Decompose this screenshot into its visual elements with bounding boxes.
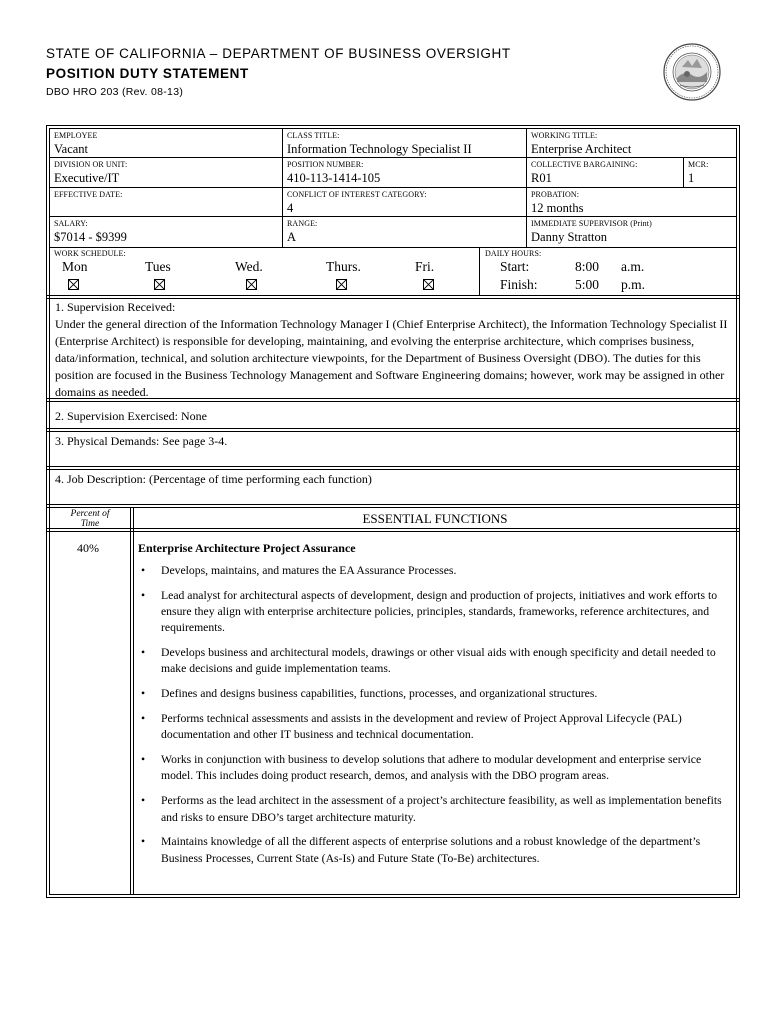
bullet-text: Lead analyst for architectural aspects of development, design and production of projects, initiatives and work efforts to ensure they align with enterprise architecture policies, principles, standards, frameworks, reference architectures, and requirements. — [161, 588, 718, 635]
division-label: DIVISION OR UNIT: — [54, 160, 128, 169]
divider — [282, 216, 737, 217]
divider — [46, 528, 740, 529]
form-title: POSITION DUTY STATEMENT — [46, 66, 249, 81]
bullet-text: Defines and designs business capabilities, functions, processes, and organizational structures. — [161, 687, 598, 701]
state-seal-icon — [662, 42, 722, 102]
list-item — [138, 686, 730, 702]
divider — [49, 247, 737, 248]
conflict-of-interest-label: CONFLICT OF INTEREST CATEGORY: — [287, 190, 427, 199]
probation-value: 12 months — [531, 201, 584, 215]
bullet-icon: • — [141, 753, 146, 767]
supervision-exercised: 2. Supervision Exercised: None — [55, 409, 207, 423]
collective-bargaining-label: COLLECTIVE BARGAINING: — [531, 160, 638, 169]
mcr-label: MCR: — [688, 160, 709, 169]
percent-header-line1: Percent of — [70, 509, 110, 519]
divider — [46, 469, 740, 470]
divider — [49, 157, 737, 158]
collective-bargaining-value: R01 — [531, 171, 552, 185]
day-fri: Fri. — [415, 259, 435, 274]
finish-time: 5:00 — [575, 277, 600, 292]
position-number-label: POSITION NUMBER: — [287, 160, 364, 169]
start-time: 8:00 — [575, 259, 600, 274]
list-item — [138, 752, 730, 785]
divider — [46, 504, 740, 505]
bullet-icon: • — [141, 588, 146, 602]
list-item — [138, 834, 730, 867]
start-label: Start: — [500, 259, 530, 274]
day-mon: Mon — [62, 259, 88, 274]
divider — [46, 531, 740, 532]
bullet-text: Maintains knowledge of all the different aspects of enterprise solutions and a robust knowledge of the department’s Business Processes, Current State (As-Is) and Future State (To-Be) architectures. — [161, 835, 701, 865]
bullet-icon: • — [141, 646, 146, 660]
divider — [49, 216, 282, 217]
function-heading: Enterprise Architecture Project Assurance — [138, 541, 356, 555]
physical-demands: 3. Physical Demands: See page 3-4. — [55, 434, 228, 448]
conflict-of-interest-value: 4 — [287, 201, 294, 215]
effective-date-label: EFFECTIVE DATE: — [54, 190, 123, 199]
position-number-value: 410-113-1414-105 — [287, 171, 381, 185]
class-title-label: CLASS TITLE: — [287, 131, 340, 140]
employee-value: Vacant — [54, 142, 89, 156]
day-wed: Wed. — [235, 259, 263, 274]
form-number: DBO HRO 203 (Rev. 08-13) — [46, 86, 184, 98]
division-value: Executive/IT — [54, 171, 120, 185]
finish-ampm: p.m. — [621, 277, 646, 292]
finish-label: Finish: — [500, 277, 538, 292]
divider — [46, 431, 740, 432]
essential-functions-title: ESSENTIAL FUNCTIONS — [362, 511, 508, 526]
supervisor-value: Danny Stratton — [531, 230, 608, 244]
bullet-text: Develops, maintains, and matures the EA Assurance Processes. — [161, 564, 457, 577]
salary-value: $7014 - $9399 — [54, 230, 127, 244]
supervision-received-body: Under the general direction of the Information Technology Manager I (Chief Enterprise Architect), the Information Technology Specialist II (Enterprise Architect) is responsible for developing, maintaining, and evolving the enterprise architecture, which comprises business, data/information, technical, and solution architecture viewpoints, for the Department of Business Oversight (DBO). The duties for this position are focused in the Business Technology Management and Software Engineering domains; however, work may be assigned in other domains as needed. — [55, 317, 728, 399]
range-label: RANGE: — [287, 219, 318, 228]
daily-hours-label: DAILY HOURS: — [485, 249, 542, 258]
divider — [46, 507, 740, 508]
start-ampm: a.m. — [621, 259, 645, 274]
working-title-label: WORKING TITLE: — [531, 131, 598, 140]
mcr-value: 1 — [688, 171, 695, 185]
list-item — [138, 793, 730, 826]
list-item — [138, 588, 730, 637]
day-thurs: Thurs. — [326, 259, 361, 274]
function-bullet-list — [138, 563, 730, 875]
salary-label: SALARY: — [54, 219, 88, 228]
probation-label: PROBATION: — [531, 190, 580, 199]
bullet-icon: • — [141, 712, 146, 726]
bullet-text: Develops business and architectural models, drawings or other visual aids with enough specificity and detail needed to make decisions and guide implementation teams. — [161, 646, 716, 676]
supervision-received-title: 1. Supervision Received: — [55, 300, 176, 314]
supervisor-label: IMMEDIATE SUPERVISOR (Print) — [531, 219, 652, 228]
divider — [133, 507, 134, 895]
checkbox-tues[interactable] — [154, 279, 165, 290]
work-schedule-label: WORK SCHEDULE: — [54, 249, 126, 258]
divider — [683, 157, 684, 187]
divider — [46, 428, 740, 429]
class-title-value: Information Technology Specialist II — [287, 142, 472, 156]
range-value: A — [287, 230, 297, 244]
agency-title: STATE OF CALIFORNIA – DEPARTMENT OF BUSINESS OVERSIGHT — [46, 46, 511, 61]
divider — [130, 507, 131, 895]
divider — [479, 247, 480, 296]
divider — [49, 187, 737, 188]
bullet-icon: • — [141, 687, 146, 701]
bullet-text: Performs technical assessments and assists in the development and review of Project Approval Lifecycle (PAL) documentation and other IT business and technical documentation. — [161, 712, 682, 742]
bullet-icon: • — [141, 835, 146, 849]
divider — [46, 401, 740, 402]
divider — [46, 466, 740, 467]
divider — [46, 295, 740, 296]
list-item — [138, 563, 730, 579]
list-item — [138, 645, 730, 678]
bullet-icon: • — [141, 564, 146, 577]
bullet-text: Performs as the lead architect in the assessment of a project’s architecture feasibility, as well as implementation benefits and risks to ensure DBO’s target architecture maturity. — [161, 794, 722, 824]
job-description-title: 4. Job Description: (Percentage of time performing each function) — [55, 472, 372, 486]
percent-value: 40% — [77, 541, 99, 555]
employee-label: EMPLOYEE — [54, 131, 98, 140]
list-item — [138, 711, 730, 744]
divider — [46, 398, 740, 399]
percent-header — [52, 509, 128, 529]
checkbox-fri[interactable] — [423, 279, 434, 290]
checkbox-mon[interactable] — [68, 279, 79, 290]
bullet-icon: • — [141, 794, 146, 808]
working-title-value: Enterprise Architect — [531, 142, 632, 156]
bullet-text: Works in conjunction with business to develop solutions that adhere to modular development and enterprise service model. This includes doing product research, demos, and analysis with the DBO program areas. — [161, 753, 702, 783]
checkbox-wed[interactable] — [246, 279, 257, 290]
percent-header-line2: Time — [80, 519, 100, 529]
checkbox-thurs[interactable] — [336, 279, 347, 290]
day-tues: Tues — [145, 259, 171, 274]
